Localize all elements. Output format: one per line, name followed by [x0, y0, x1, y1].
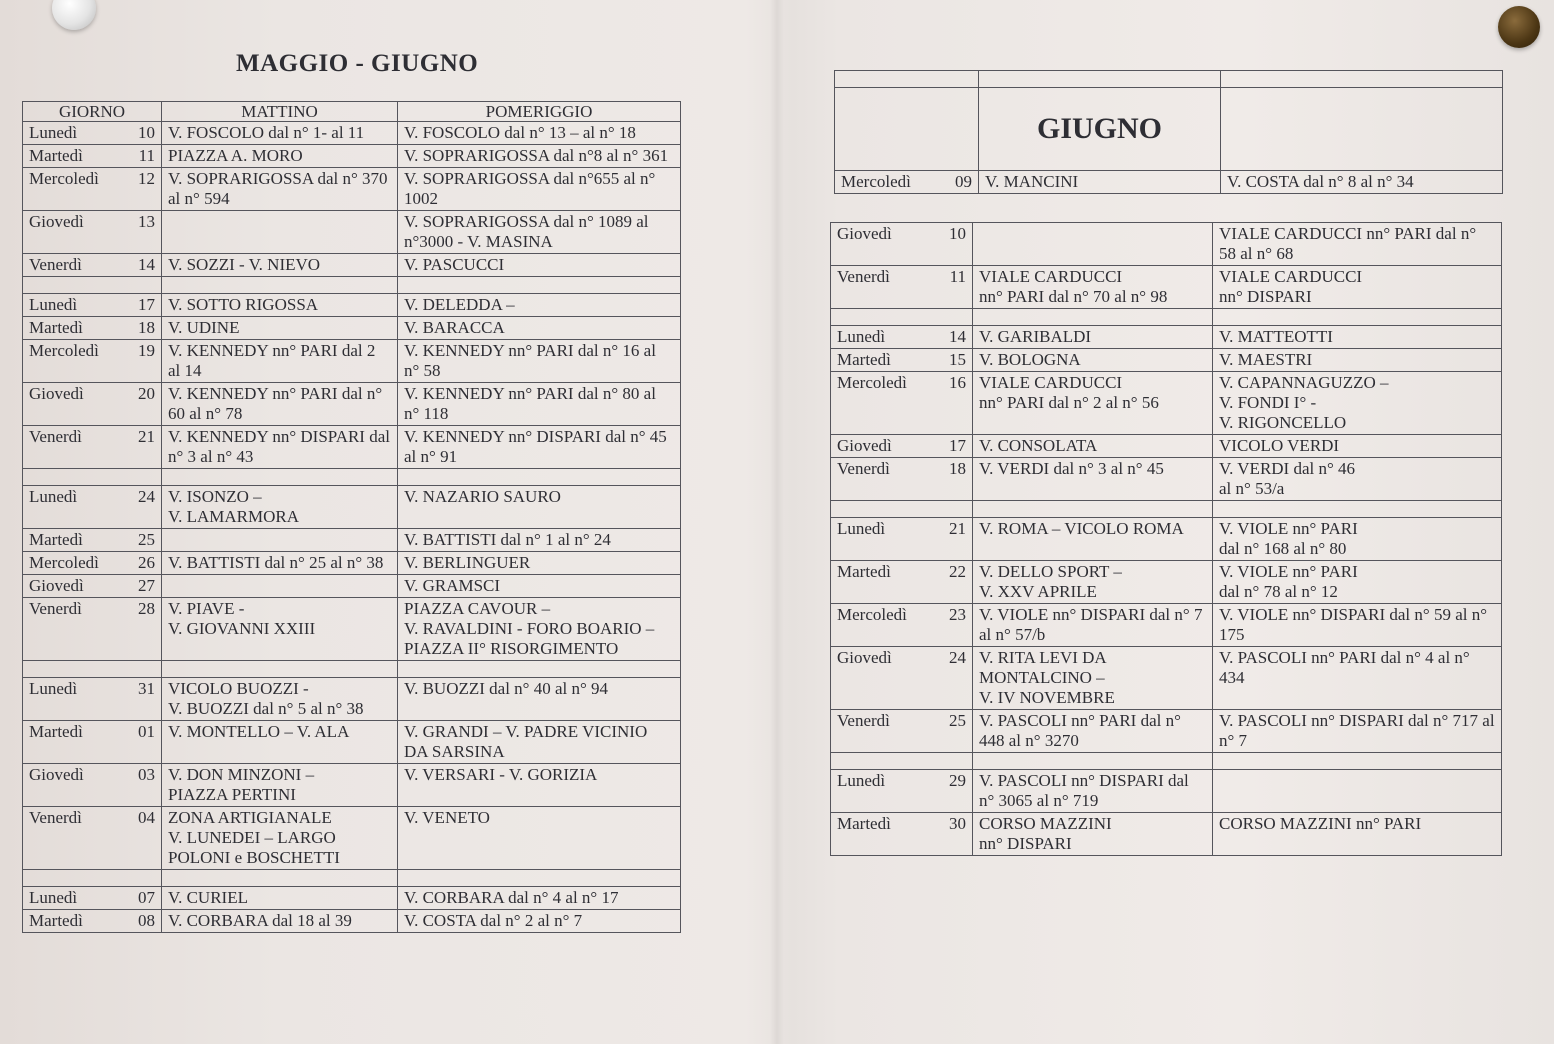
day-cell [841, 172, 972, 192]
afternoon-cell: V. SOPRARIGOSSA dal n° 1089 al n°3000 - V. MASINA [398, 211, 681, 254]
day-name: Giovedì [837, 224, 892, 243]
morning-cell: V. VIOLE nn° DISPARI dal n° 7 al n° 57/b [973, 604, 1213, 647]
day-cell [23, 807, 162, 870]
morning-cell [162, 211, 398, 254]
table-row [23, 598, 681, 661]
day-name: Giovedì [29, 212, 84, 231]
thumbtack-brass [1498, 6, 1540, 48]
table-row-spacer [835, 71, 1503, 88]
day-cell [23, 340, 162, 383]
table-row [23, 552, 681, 575]
day-name: Mercoledì [29, 553, 99, 572]
day-name: Lunedì [837, 519, 886, 538]
day-number: 10 [138, 123, 155, 142]
day-cell [23, 678, 162, 721]
afternoon-cell: PIAZZA CAVOUR – V. RAVALDINI - FORO BOARIO – PIAZZA II° RISORGIMENTO [398, 598, 681, 661]
day-number: 16 [949, 373, 966, 392]
day-cell [831, 349, 973, 372]
day-name: Venerdì [837, 267, 890, 286]
table-row [831, 770, 1502, 813]
table-row-spacer [23, 870, 681, 887]
afternoon-cell: V. DELEDDA – [398, 294, 681, 317]
day-number: 14 [138, 255, 155, 274]
day-number: 27 [138, 576, 155, 595]
afternoon-cell: V. SOPRARIGOSSA dal n°8 al n° 361 [398, 145, 681, 168]
schedule-header-giugno [834, 70, 1503, 194]
table-row [23, 575, 681, 598]
day-cell [23, 764, 162, 807]
table-row [831, 647, 1502, 710]
table-row [23, 122, 681, 145]
afternoon-cell: V. VENETO [398, 807, 681, 870]
day-number: 11 [949, 267, 966, 286]
table-row [23, 764, 681, 807]
day-name: Venerdì [29, 599, 82, 618]
day-name: Lunedì [29, 679, 78, 698]
table-row-spacer [831, 753, 1502, 770]
afternoon-cell: V. COSTA dal n° 2 al n° 7 [398, 910, 681, 933]
table-row [23, 910, 681, 933]
day-number: 26 [138, 553, 155, 572]
morning-cell: V. CONSOLATA [973, 435, 1213, 458]
morning-cell: V. FOSCOLO dal n° 1- al 11 [162, 122, 398, 145]
afternoon-cell: V. KENNEDY nn° PARI dal n° 80 al n° 118 [398, 383, 681, 426]
table-row [831, 326, 1502, 349]
day-cell [831, 770, 973, 813]
day-number: 08 [138, 911, 155, 930]
day-cell [23, 552, 162, 575]
day-number: 13 [138, 212, 155, 231]
morning-cell: V. KENNEDY nn° DISPARI dal n° 3 al n° 43 [162, 426, 398, 469]
day-cell [23, 168, 162, 211]
day-cell [23, 294, 162, 317]
table-row [23, 383, 681, 426]
day-cell [23, 211, 162, 254]
table-row [831, 266, 1502, 309]
afternoon-cell: V. VERDI dal n° 46 al n° 53/a [1213, 458, 1502, 501]
day-name: Martedì [29, 911, 83, 930]
day-name: Mercoledì [29, 341, 99, 360]
day-cell [831, 458, 973, 501]
afternoon-cell: V. CAPANNAGUZZO – V. FONDI I° - V. RIGONCELLO [1213, 372, 1502, 435]
morning-cell: V. CURIEL [162, 887, 398, 910]
day-name: Giovedì [29, 384, 84, 403]
table-row [831, 518, 1502, 561]
morning-cell: V. ISONZO – V. LAMARMORA [162, 486, 398, 529]
table-row [831, 458, 1502, 501]
day-number: 19 [138, 341, 155, 360]
day-number: 09 [955, 172, 972, 191]
afternoon-cell: V. BERLINGUER [398, 552, 681, 575]
afternoon-cell [1213, 770, 1502, 813]
day-name: Giovedì [837, 436, 892, 455]
day-name: Mercoledì [29, 169, 99, 188]
day-number: 22 [949, 562, 966, 581]
afternoon-cell: V. KENNEDY nn° PARI dal n° 16 al n° 58 [398, 340, 681, 383]
afternoon-cell: V. CORBARA dal n° 4 al n° 17 [398, 887, 681, 910]
table-row [23, 426, 681, 469]
day-cell [831, 266, 973, 309]
table-row [23, 145, 681, 168]
morning-cell: V. SOZZI - V. NIEVO [162, 254, 398, 277]
table-row [23, 294, 681, 317]
afternoon-cell: CORSO MAZZINI nn° PARI [1213, 813, 1502, 856]
morning-cell: V. KENNEDY nn° PARI dal n° 60 al n° 78 [162, 383, 398, 426]
day-number: 18 [949, 459, 966, 478]
table-row [831, 561, 1502, 604]
header-row [23, 102, 681, 122]
morning-cell: VICOLO BUOZZI - V. BUOZZI dal n° 5 al n° 38 [162, 678, 398, 721]
day-name: Venerdì [837, 711, 890, 730]
afternoon-cell: V. FOSCOLO dal n° 13 – al n° 18 [398, 122, 681, 145]
afternoon-cell: V. MAESTRI [1213, 349, 1502, 372]
day-cell [23, 426, 162, 469]
morning-cell: V. DON MINZONI – PIAZZA PERTINI [162, 764, 398, 807]
morning-cell: V. KENNEDY nn° PARI dal 2 al 14 [162, 340, 398, 383]
morning-cell: V. PASCOLI nn° DISPARI dal n° 3065 al n° 719 [973, 770, 1213, 813]
afternoon-cell: V. PASCOLI nn° DISPARI dal n° 717 al n° 7 [1213, 710, 1502, 753]
day-number: 10 [949, 224, 966, 243]
morning-cell: VIALE CARDUCCI nn° PARI dal n° 70 al n° 98 [973, 266, 1213, 309]
schedule-table-giugno [830, 222, 1502, 856]
header-giorno: GIORNO [23, 102, 162, 122]
table-row-spacer [831, 501, 1502, 518]
table-row-spacer [23, 277, 681, 294]
table-row [23, 211, 681, 254]
afternoon-cell: V. GRANDI – V. PADRE VICINIO DA SARSINA [398, 721, 681, 764]
day-name: Lunedì [29, 295, 78, 314]
afternoon-cell: V. KENNEDY nn° DISPARI dal n° 45 al n° 91 [398, 426, 681, 469]
day-cell [831, 435, 973, 458]
day-number: 17 [138, 295, 155, 314]
morning-cell [973, 223, 1213, 266]
table-row-spacer [23, 469, 681, 486]
morning-cell: V. CORBARA dal 18 al 39 [162, 910, 398, 933]
day-cell [831, 561, 973, 604]
morning-cell: ZONA ARTIGIANALE V. LUNEDEI – LARGO POLONI e BOSCHETTI [162, 807, 398, 870]
table-row [23, 168, 681, 211]
day-number: 31 [138, 679, 155, 698]
title-maggio-giugno: MAGGIO - GIUGNO [236, 50, 479, 77]
table-row [835, 171, 1503, 194]
morning-cell [162, 529, 398, 552]
afternoon-cell: V. MATTEOTTI [1213, 326, 1502, 349]
table-row [831, 349, 1502, 372]
day-cell [23, 575, 162, 598]
morning-cell: V. SOTTO RIGOSSA [162, 294, 398, 317]
day-number: 15 [949, 350, 966, 369]
day-name: Martedì [29, 722, 83, 741]
table-row [23, 807, 681, 870]
afternoon-cell: VIALE CARDUCCI nn° PARI dal n° 58 al n° 68 [1213, 223, 1502, 266]
day-name: Lunedì [29, 487, 78, 506]
afternoon-cell: VIALE CARDUCCI nn° DISPARI [1213, 266, 1502, 309]
day-number: 01 [138, 722, 155, 741]
title-row [835, 88, 1503, 171]
day-number: 03 [138, 765, 155, 784]
morning-cell: V. ROMA – VICOLO ROMA [973, 518, 1213, 561]
day-cell [831, 223, 973, 266]
day-cell [831, 372, 973, 435]
schedule-table-maggio-giugno [22, 101, 681, 933]
day-name: Giovedì [837, 648, 892, 667]
header-pomeriggio: POMERIGGIO [398, 102, 681, 122]
afternoon-cell: V. VIOLE nn° DISPARI dal n° 59 al n° 175 [1213, 604, 1502, 647]
table-row [831, 813, 1502, 856]
day-name: Martedì [29, 530, 83, 549]
table-row [23, 486, 681, 529]
afternoon-cell: VICOLO VERDI [1213, 435, 1502, 458]
afternoon-cell: V. BATTISTI dal n° 1 al n° 24 [398, 529, 681, 552]
day-name: Venerdì [29, 427, 82, 446]
morning-cell: V. PASCOLI nn° PARI dal n° 448 al n° 3270 [973, 710, 1213, 753]
morning-cell: V. UDINE [162, 317, 398, 340]
day-name: Lunedì [29, 888, 78, 907]
day-cell [23, 887, 162, 910]
table-row-spacer [831, 309, 1502, 326]
day-name: Martedì [29, 318, 83, 337]
afternoon-cell: V. BARACCA [398, 317, 681, 340]
day-cell [23, 486, 162, 529]
table-row [23, 317, 681, 340]
day-number: 17 [949, 436, 966, 455]
afternoon-cell: V. COSTA dal n° 8 al n° 34 [1221, 171, 1503, 194]
day-name: Venerdì [837, 459, 890, 478]
morning-cell: PIAZZA A. MORO [162, 145, 398, 168]
day-name: Venerdì [29, 808, 82, 827]
table-row [23, 887, 681, 910]
day-cell [23, 910, 162, 933]
day-number: 21 [949, 519, 966, 538]
afternoon-cell: V. SOPRARIGOSSA dal n°655 al n° 1002 [398, 168, 681, 211]
table-row [23, 721, 681, 764]
morning-cell: V. RITA LEVI DA MONTALCINO – V. IV NOVEMBRE [973, 647, 1213, 710]
day-number: 18 [138, 318, 155, 337]
day-number: 25 [138, 530, 155, 549]
day-number: 30 [949, 814, 966, 833]
day-cell [23, 383, 162, 426]
day-name: Martedì [837, 562, 891, 581]
day-name: Martedì [837, 814, 891, 833]
table-row [23, 254, 681, 277]
day-cell [831, 518, 973, 561]
afternoon-cell: V. VERSARI - V. GORIZIA [398, 764, 681, 807]
table-row-spacer [23, 661, 681, 678]
day-number: 25 [949, 711, 966, 730]
thumbtack-white [52, 0, 96, 30]
title-giugno: GIUGNO [979, 88, 1221, 171]
day-cell [23, 598, 162, 661]
table-row [831, 372, 1502, 435]
afternoon-cell: V. NAZARIO SAURO [398, 486, 681, 529]
day-number: 23 [949, 605, 966, 624]
day-number: 11 [138, 146, 155, 165]
day-name: Lunedì [837, 771, 886, 790]
day-cell [831, 647, 973, 710]
table-row [831, 710, 1502, 753]
header-mattino: MATTINO [162, 102, 398, 122]
day-number: 20 [138, 384, 155, 403]
day-name: Martedì [29, 146, 83, 165]
morning-cell: V. DELLO SPORT – V. XXV APRILE [973, 561, 1213, 604]
morning-cell: V. GARIBALDI [973, 326, 1213, 349]
table-row [23, 529, 681, 552]
day-number: 28 [138, 599, 155, 618]
day-cell [23, 317, 162, 340]
table-row [23, 678, 681, 721]
day-name: Mercoledì [837, 373, 907, 392]
day-name: Lunedì [837, 327, 886, 346]
day-number: 12 [138, 169, 155, 188]
morning-cell: V. BOLOGNA [973, 349, 1213, 372]
afternoon-cell: V. VIOLE nn° PARI dal n° 168 al n° 80 [1213, 518, 1502, 561]
day-cell [23, 122, 162, 145]
morning-cell: V. VERDI dal n° 3 al n° 45 [973, 458, 1213, 501]
day-name: Giovedì [29, 765, 84, 784]
day-name: Mercoledì [841, 172, 911, 191]
day-number: 29 [949, 771, 966, 790]
afternoon-cell: V. VIOLE nn° PARI dal n° 78 al n° 12 [1213, 561, 1502, 604]
day-cell [23, 254, 162, 277]
day-number: 04 [138, 808, 155, 827]
morning-cell: V. PIAVE - V. GIOVANNI XXIII [162, 598, 398, 661]
day-cell [831, 710, 973, 753]
morning-cell: V. MONTELLO – V. ALA [162, 721, 398, 764]
day-name: Mercoledì [837, 605, 907, 624]
day-cell [23, 529, 162, 552]
afternoon-cell: V. PASCOLI nn° PARI dal n° 4 al n° 434 [1213, 647, 1502, 710]
morning-cell: VIALE CARDUCCI nn° PARI dal n° 2 al n° 56 [973, 372, 1213, 435]
day-number: 24 [949, 648, 966, 667]
table-row [831, 604, 1502, 647]
day-number: 24 [138, 487, 155, 506]
morning-cell: CORSO MAZZINI nn° DISPARI [973, 813, 1213, 856]
day-cell [831, 326, 973, 349]
day-name: Venerdì [29, 255, 82, 274]
page-fold [770, 0, 784, 1044]
day-name: Giovedì [29, 576, 84, 595]
afternoon-cell: V. BUOZZI dal n° 40 al n° 94 [398, 678, 681, 721]
day-cell [23, 145, 162, 168]
day-number: 07 [138, 888, 155, 907]
table-row [23, 340, 681, 383]
morning-cell: V. SOPRARIGOSSA dal n° 370 al n° 594 [162, 168, 398, 211]
day-number: 21 [138, 427, 155, 446]
morning-cell: V. MANCINI [979, 171, 1221, 194]
day-name: Lunedì [29, 123, 78, 142]
afternoon-cell: V. GRAMSCI [398, 575, 681, 598]
morning-cell [162, 575, 398, 598]
morning-cell: V. BATTISTI dal n° 25 al n° 38 [162, 552, 398, 575]
day-cell [23, 721, 162, 764]
day-number: 14 [949, 327, 966, 346]
afternoon-cell: V. PASCUCCI [398, 254, 681, 277]
day-cell [831, 813, 973, 856]
day-cell [831, 604, 973, 647]
table-row [831, 223, 1502, 266]
table-row [831, 435, 1502, 458]
day-name: Martedì [837, 350, 891, 369]
